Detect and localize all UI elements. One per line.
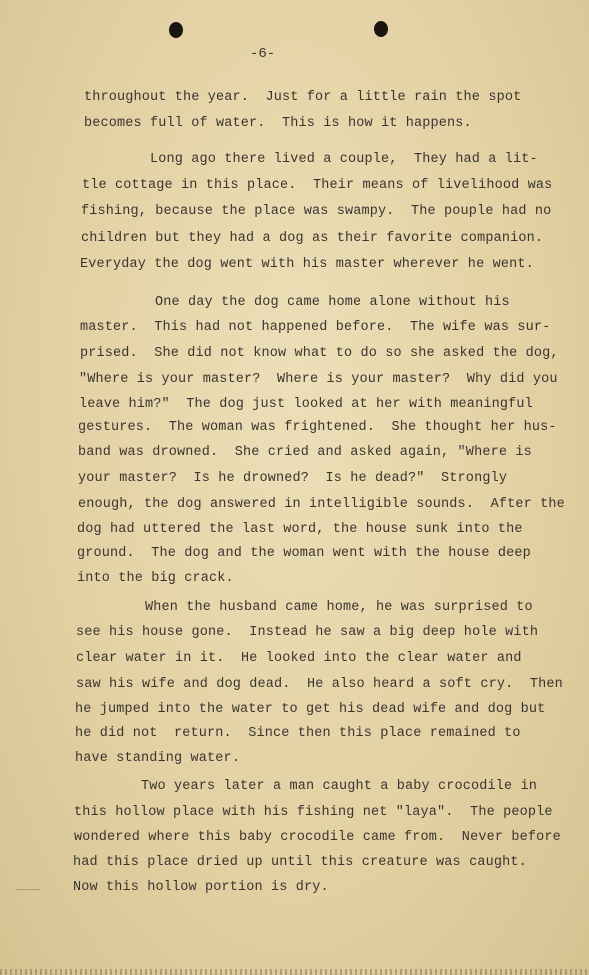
text-line: he did not return. Since then this place remained to [75, 726, 521, 741]
scan-edge [0, 969, 589, 975]
text-line: clear water in it. He looked into the clear water and [76, 651, 522, 666]
text-line: Two years later a man caught a baby crocodile in [141, 779, 538, 794]
page-number: -6- [250, 46, 276, 62]
text-line: gestures. The woman was frightened. She thought her hus- [78, 420, 557, 435]
text-line: Now this hollow portion is dry. [73, 880, 329, 895]
text-line: children but they had a dog as their favorite companion. [81, 231, 544, 246]
text-line: leave him?" The dog just looked at her with meaningful [79, 397, 533, 412]
text-line: wondered where this baby crocodile came from. Never before [74, 830, 561, 845]
text-line: band was drowned. She cried and asked again, "Where is [78, 445, 532, 460]
text-line: dog had uttered the last word, the house sunk into the [77, 522, 523, 537]
margin-mark [16, 889, 40, 890]
text-line: he jumped into the water to get his dead wife and dog but [75, 702, 546, 717]
text-line: this hollow place with his fishing net "laya". The people [74, 805, 553, 820]
text-line: tle cottage in this place. Their means of livelihood was [82, 178, 553, 193]
text-line: saw his wife and dog dead. He also heard a soft cry. Then [76, 677, 563, 692]
punch-hole-right [374, 21, 388, 37]
text-line: When the husband came home, he was surprised to [145, 600, 533, 615]
punch-hole-left [169, 22, 183, 38]
text-line: had this place dried up until this creature was caught. [73, 855, 527, 870]
text-line: Long ago there lived a couple, They had a lit- [150, 152, 538, 167]
text-line: see his house gone. Instead he saw a big deep hole with [76, 625, 539, 640]
text-line: your master? Is he drowned? Is he dead?" Strongly [78, 471, 508, 486]
text-line: prised. She did not know what to do so she asked the dog, [80, 346, 559, 361]
text-line: "Where is your master? Where is your master? Why did you [79, 372, 558, 387]
text-line: throughout the year. Just for a little rain the spot [84, 90, 522, 105]
text-line: have standing water. [75, 751, 241, 766]
text-line: One day the dog came home alone without his [155, 295, 510, 310]
text-line: becomes full of water. This is how it happens. [84, 116, 472, 131]
text-line: master. This had not happened before. The wife was sur- [80, 320, 551, 335]
text-line: ground. The dog and the woman went with the house deep [77, 546, 531, 561]
text-line: fishing, because the place was swampy. The pouple had no [81, 204, 552, 219]
text-line: into the big crack. [77, 571, 234, 586]
text-line: enough, the dog answered in intelligible sounds. After the [78, 497, 565, 512]
text-line: Everyday the dog went with his master wherever he went. [80, 257, 534, 272]
